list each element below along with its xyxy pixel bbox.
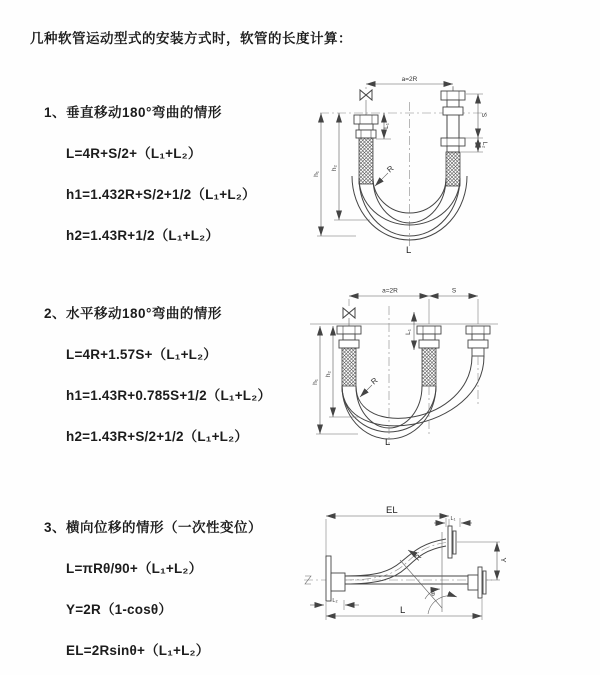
dimension-label-s: S — [480, 112, 487, 118]
upper-flange-fitting — [448, 526, 456, 558]
page-title: 几种软管运动型式的安装方式时，软管的长度计算： — [30, 31, 352, 46]
dimension-label-y: Y — [499, 557, 508, 563]
dimension-label-l: L — [406, 245, 412, 256]
hose-centerline — [345, 543, 446, 581]
valve-icon — [343, 308, 355, 318]
dimension-s — [429, 288, 478, 297]
formula-line: h1=1.432R+S/2+1/2（L₁+L₂） — [66, 187, 256, 202]
dimension-l — [326, 599, 482, 620]
braided-hose-section — [359, 138, 373, 184]
displaced-hose-fitting — [466, 326, 490, 356]
braided-hose-section — [446, 152, 460, 186]
dimension-label-s: S — [451, 287, 457, 295]
dimension-label-h2: h₂ — [325, 370, 332, 378]
formula-line: Y=2R（1-cosθ） — [66, 602, 173, 617]
formula-line: L=4R+S/2+（L₁+L₂） — [66, 146, 202, 161]
dimension-h1 — [313, 113, 356, 236]
formula-line: L=4R+1.57S+（L₁+L₂） — [66, 347, 217, 362]
middle-hose-fitting — [417, 326, 441, 386]
braided-hose-section — [342, 348, 356, 386]
left-flange-fitting — [326, 556, 345, 601]
dimension-label-h1: h₁ — [312, 379, 319, 385]
section-horizontal-movement — [44, 302, 319, 445]
braided-hose-section — [422, 348, 436, 386]
right-hose-fitting — [441, 86, 465, 186]
valve-icon — [360, 90, 372, 100]
formula-line: EL=2Rsinθ+（L₁+L₂） — [66, 643, 210, 658]
dimension-a2r — [349, 288, 429, 297]
dimension-label-h1: h₁ — [313, 171, 320, 177]
dimension-label-a2r: a=2R — [401, 76, 418, 83]
formula-line: h2=1.43R+1/2（L₁+L₂） — [66, 228, 220, 243]
dimension-y — [457, 542, 508, 580]
section-1-heading: 1、垂直移动180°弯曲的情形 — [44, 105, 222, 120]
radius-label: R — [385, 163, 396, 175]
u-bend-hose-arcs — [342, 356, 484, 439]
diagram-vertical-180-bend — [312, 72, 598, 260]
right-flange-fitting — [468, 567, 486, 598]
left-hose-fitting — [354, 115, 378, 184]
formula-line: h2=1.43R+S/2+1/2（L₁+L₂） — [66, 429, 249, 444]
dimension-label-l2: L₂ — [481, 141, 488, 149]
formula-line: L=πRθ/90+（L₁+L₂） — [66, 561, 203, 576]
dimension-label-el: EL — [386, 505, 398, 516]
dimension-label-l1: L₁ — [450, 516, 456, 522]
dimension-label-l1: L₁ — [383, 123, 390, 129]
diagram-lateral-displacement — [296, 498, 600, 642]
dimension-l1 — [434, 516, 472, 527]
section-2-heading: 2、水平移动180°弯曲的情形 — [44, 306, 222, 321]
dimension-l2 — [310, 598, 359, 610]
dimension-label-l2: L₂ — [332, 598, 338, 604]
dimension-l1 — [405, 312, 414, 350]
left-hose-fitting — [337, 326, 361, 386]
radius-callout — [375, 164, 396, 186]
dimension-label-h2: h₂ — [331, 164, 338, 172]
section-3-heading: 3、横向位移的情形（一次性变位） — [44, 520, 263, 535]
dimension-label-l1: L₁ — [405, 329, 412, 335]
radius-label: R — [412, 552, 424, 563]
radius-label: R — [369, 375, 380, 387]
diagram-horizontal-180-bend — [306, 282, 600, 454]
dimension-l2 — [478, 138, 488, 152]
radius-callout — [360, 376, 380, 397]
section-vertical-movement — [44, 101, 319, 244]
dimension-label-theta: θ — [431, 591, 435, 598]
dimension-a2r — [366, 76, 453, 98]
formula-line: h1=1.43R+0.785S+1/2（L₁+L₂） — [66, 388, 272, 403]
displaced-hose-s-curve — [345, 539, 446, 584]
radius-callout — [408, 550, 424, 562]
section-lateral-displacement — [44, 516, 319, 659]
dimension-label-l: L — [385, 437, 391, 448]
dimension-label-l: L — [400, 605, 406, 616]
dimension-label-a2r: a=2R — [382, 287, 398, 295]
